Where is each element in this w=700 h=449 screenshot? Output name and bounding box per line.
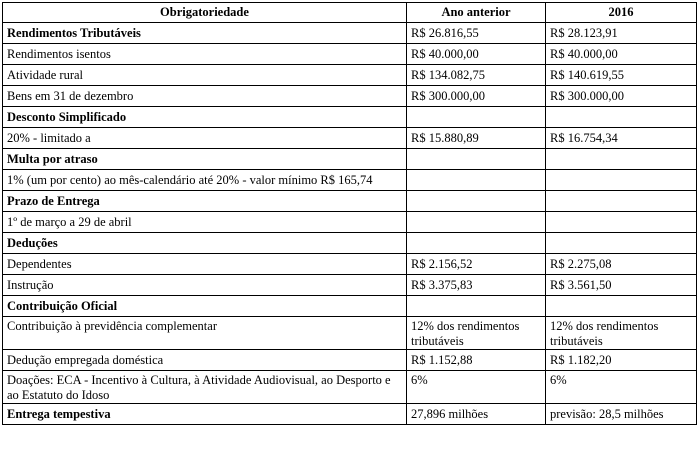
row-ano-anterior: R$ 15.880,89 bbox=[407, 128, 546, 149]
row-ano-anterior bbox=[407, 149, 546, 170]
row-label: Desconto Simplificado bbox=[3, 107, 407, 128]
row-ano-anterior: 6% bbox=[407, 371, 546, 404]
table-row bbox=[3, 317, 697, 350]
row-label: Rendimentos Tributáveis bbox=[3, 23, 407, 44]
table-row bbox=[3, 149, 697, 170]
row-label: 20% - limitado a bbox=[3, 128, 407, 149]
table-row bbox=[3, 233, 697, 254]
row-2016 bbox=[546, 170, 697, 191]
row-ano-anterior: 27,896 milhões bbox=[407, 404, 546, 425]
row-ano-anterior bbox=[407, 107, 546, 128]
row-ano-anterior bbox=[407, 296, 546, 317]
row-ano-anterior: R$ 40.000,00 bbox=[407, 44, 546, 65]
table-row bbox=[3, 86, 697, 107]
row-ano-anterior: R$ 134.082,75 bbox=[407, 65, 546, 86]
row-ano-anterior bbox=[407, 233, 546, 254]
table-row bbox=[3, 296, 697, 317]
row-ano-anterior: 12% dos rendimentos tributáveis bbox=[407, 317, 546, 350]
row-ano-anterior bbox=[407, 212, 546, 233]
row-ano-anterior bbox=[407, 191, 546, 212]
row-2016 bbox=[546, 149, 697, 170]
row-2016 bbox=[546, 107, 697, 128]
row-2016: R$ 3.561,50 bbox=[546, 275, 697, 296]
header-ano-anterior: Ano anterior bbox=[407, 3, 546, 23]
row-ano-anterior: R$ 26.816,55 bbox=[407, 23, 546, 44]
row-ano-anterior bbox=[407, 170, 546, 191]
table-row bbox=[3, 170, 697, 191]
row-2016: previsão: 28,5 milhões bbox=[546, 404, 697, 425]
row-label: Instrução bbox=[3, 275, 407, 296]
row-2016: R$ 2.275,08 bbox=[546, 254, 697, 275]
table-row bbox=[3, 350, 697, 371]
header-row bbox=[3, 3, 697, 23]
row-label: Multa por atraso bbox=[3, 149, 407, 170]
header-obrigatoriedade: Obrigatoriedade bbox=[3, 3, 407, 23]
row-label: Doações: ECA - Incentivo à Cultura, à Atividade Audiovisual, ao Desporto e ao Estatuto do Idoso bbox=[3, 371, 407, 404]
row-label: Contribuição à previdência complementar bbox=[3, 317, 407, 350]
row-label: Bens em 31 de dezembro bbox=[3, 86, 407, 107]
row-2016: R$ 1.182,20 bbox=[546, 350, 697, 371]
row-2016 bbox=[546, 212, 697, 233]
row-ano-anterior: R$ 2.156,52 bbox=[407, 254, 546, 275]
row-2016: R$ 140.619,55 bbox=[546, 65, 697, 86]
row-label: Prazo de Entrega bbox=[3, 191, 407, 212]
row-2016: 6% bbox=[546, 371, 697, 404]
row-2016: R$ 40.000,00 bbox=[546, 44, 697, 65]
row-label: Dependentes bbox=[3, 254, 407, 275]
row-label: 1º de março a 29 de abril bbox=[3, 212, 407, 233]
row-2016: R$ 300.000,00 bbox=[546, 86, 697, 107]
table-row bbox=[3, 191, 697, 212]
table-row bbox=[3, 107, 697, 128]
row-2016 bbox=[546, 296, 697, 317]
row-ano-anterior: R$ 300.000,00 bbox=[407, 86, 546, 107]
table-row bbox=[3, 404, 697, 425]
row-label: Atividade rural bbox=[3, 65, 407, 86]
table-row bbox=[3, 128, 697, 149]
row-ano-anterior: R$ 3.375,83 bbox=[407, 275, 546, 296]
row-label: Deduções bbox=[3, 233, 407, 254]
header-2016: 2016 bbox=[546, 3, 697, 23]
row-2016 bbox=[546, 191, 697, 212]
row-label: Rendimentos isentos bbox=[3, 44, 407, 65]
table-row bbox=[3, 23, 697, 44]
row-label: Contribuição Oficial bbox=[3, 296, 407, 317]
table-row bbox=[3, 44, 697, 65]
table-row bbox=[3, 254, 697, 275]
row-2016: 12% dos rendimentos tributáveis bbox=[546, 317, 697, 350]
obligations-table bbox=[2, 2, 697, 425]
table-row bbox=[3, 275, 697, 296]
table-row bbox=[3, 371, 697, 404]
row-label: Entrega tempestiva bbox=[3, 404, 407, 425]
row-2016: R$ 16.754,34 bbox=[546, 128, 697, 149]
row-label: 1% (um por cento) ao mês-calendário até 20% - valor mínimo R$ 165,74 bbox=[3, 170, 407, 191]
row-2016 bbox=[546, 233, 697, 254]
row-2016: R$ 28.123,91 bbox=[546, 23, 697, 44]
row-label: Dedução empregada doméstica bbox=[3, 350, 407, 371]
table-row bbox=[3, 65, 697, 86]
table-row bbox=[3, 212, 697, 233]
row-ano-anterior: R$ 1.152,88 bbox=[407, 350, 546, 371]
